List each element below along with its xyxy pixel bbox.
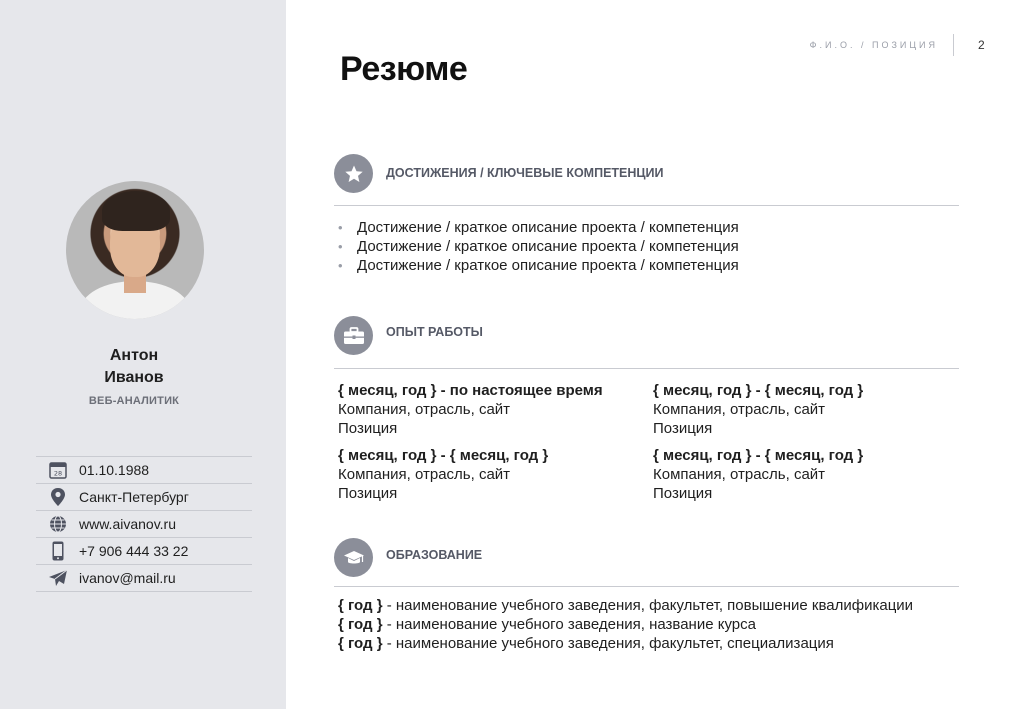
running-head: Ф.И.О. / ПОЗИЦИЯ <box>809 40 938 50</box>
education-text: - наименование учебного заведения, название курса <box>382 616 756 633</box>
contact-city <box>36 484 252 511</box>
job-company: Компания, отрасль, сайт <box>653 466 826 483</box>
job-company: Компания, отрасль, сайт <box>338 466 511 483</box>
star-icon <box>334 154 373 193</box>
contact-birthdate <box>36 457 252 484</box>
location-pin-icon <box>36 487 79 507</box>
job-position: Позиция <box>338 485 398 502</box>
education-item <box>338 615 913 634</box>
section-divider <box>334 205 959 206</box>
education-text: - наименование учебного заведения, факультет, специализация <box>382 635 834 652</box>
education-text: - наименование учебного заведения, факультет, повышение квалификации <box>382 597 914 614</box>
job-entry <box>653 446 863 503</box>
list-item: • Достижение / краткое описание проекта / компетенция <box>338 218 739 237</box>
calendar-icon <box>36 461 79 479</box>
education-year: { год } <box>338 616 383 633</box>
contact-phone <box>36 538 252 565</box>
section-divider <box>334 368 959 369</box>
job-period: { месяц, год } - { месяц, год } <box>338 447 549 464</box>
contact-text: +7 906 444 33 22 <box>79 543 189 559</box>
last-name: Иванов <box>104 369 164 386</box>
paper-plane-icon <box>36 569 79 587</box>
header-divider <box>953 34 954 56</box>
education-year: { год } <box>338 597 383 614</box>
page-title: Резюме <box>340 50 468 88</box>
section-title-achievements: ДОСТИЖЕНИЯ / КЛЮЧЕВЫЕ КОМПЕТЕНЦИИ <box>386 166 664 180</box>
job-entry <box>653 381 863 438</box>
list-item: • Достижение / краткое описание проекта / компетенция <box>338 237 739 256</box>
education-year: { год } <box>338 635 383 652</box>
list-item: • Достижение / краткое описание проекта / компетенция <box>338 256 739 275</box>
job-position: Позиция <box>653 485 713 502</box>
section-title-experience: ОПЫТ РАБОТЫ <box>386 325 483 339</box>
job-position: Позиция <box>653 420 713 437</box>
avatar <box>66 181 204 319</box>
contact-text: 01.10.1988 <box>79 462 150 478</box>
section-divider <box>334 586 959 587</box>
contact-email[interactable] <box>36 565 252 592</box>
first-name: Антон <box>109 347 159 364</box>
profile-name <box>60 345 208 389</box>
job-company: Компания, отрасль, сайт <box>338 401 511 418</box>
sidebar <box>0 0 286 709</box>
education-item <box>338 634 913 653</box>
website-link[interactable]: www.aivanov.ru <box>79 516 177 532</box>
job-entry <box>338 446 548 503</box>
achievements-list <box>338 218 739 275</box>
globe-icon <box>36 515 79 533</box>
education-item <box>338 596 913 615</box>
section-title-education: ОБРАЗОВАНИЕ <box>386 548 483 562</box>
contact-list <box>36 456 252 592</box>
phone-icon <box>36 541 79 561</box>
email-link[interactable]: ivanov@mail.ru <box>79 570 176 586</box>
calendar-icon-day: 28 <box>53 469 62 478</box>
page-number: 2 <box>978 38 985 52</box>
job-entry <box>338 381 603 438</box>
contact-website[interactable] <box>36 511 252 538</box>
job-period: { месяц, год } - по настоящее время <box>338 382 603 399</box>
briefcase-icon <box>334 316 373 355</box>
contact-text: Санкт-Петербург <box>79 489 189 505</box>
profile-role: ВЕБ-АНАЛИТИК <box>88 395 180 407</box>
job-period: { месяц, год } - { месяц, год } <box>653 382 864 399</box>
education-list <box>338 596 913 653</box>
job-company: Компания, отрасль, сайт <box>653 401 826 418</box>
graduation-cap-icon <box>334 538 373 577</box>
job-position: Позиция <box>338 420 398 437</box>
job-period: { месяц, год } - { месяц, год } <box>653 447 864 464</box>
